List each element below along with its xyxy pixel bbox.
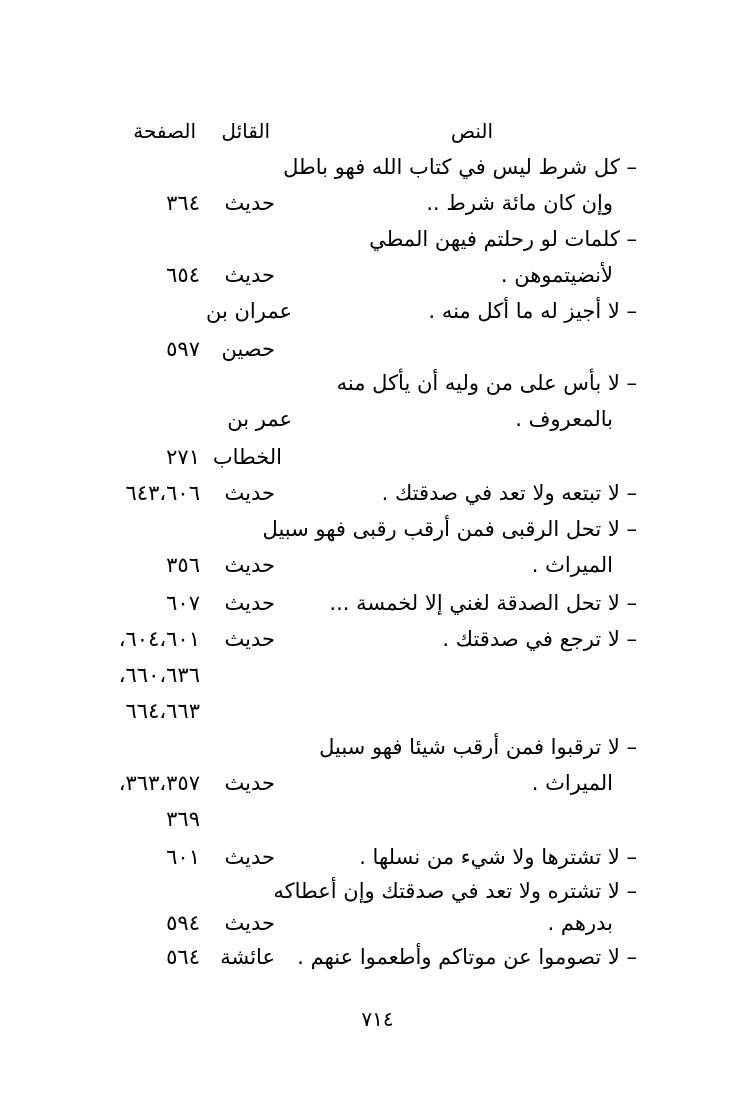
header-speaker: القائل xyxy=(221,119,270,143)
entry-text: – لا تبتعه ولا تعد في صدقتك . xyxy=(381,481,637,505)
entry-text: – لا تشتره ولا تعد في صدقتك وإن أعطاكه xyxy=(273,879,637,903)
entry-page: ٣٦٩ xyxy=(166,807,200,831)
entry-text: وإن كان مائة شرط .. xyxy=(426,191,613,215)
entry-speaker: حديث xyxy=(224,263,275,287)
entry-page: ٥٦٤ xyxy=(166,945,200,969)
entry-speaker: حديث xyxy=(224,627,275,651)
entry-page: ٦٤٣،٦٠٦ xyxy=(125,481,200,505)
entry-speaker: حديث xyxy=(224,553,275,577)
entry-speaker: عمر بن xyxy=(227,407,292,431)
entry-text: – لا أجيز له ما أكل منه . xyxy=(428,299,637,323)
entry-speaker: حديث xyxy=(224,911,275,935)
entry-text: – لا تحل الصدقة لغني إلا لخمسة ... xyxy=(329,591,637,615)
entry-text: – لا تحل الرقبى فمن أرقب رقبى فهو سبيل xyxy=(262,517,637,541)
entry-text: لأنضيتموهن . xyxy=(500,263,613,287)
page-number: ٧١٤ xyxy=(361,1007,394,1031)
header-text: النص xyxy=(450,119,493,143)
entry-text: بدرهم . xyxy=(547,911,613,935)
entry-page: ٦٦٠،٦٣٦، xyxy=(118,663,200,687)
entry-page: ٦٦٤،٦٦٣ xyxy=(125,699,200,723)
entry-text: – لا بأس على من وليه أن يأكل منه xyxy=(336,371,637,395)
entry-page: ٦٠٧ xyxy=(166,591,200,615)
entry-text: الميراث . xyxy=(531,553,613,577)
entry-speaker: حديث xyxy=(224,191,275,215)
entry-text: – لا ترقبوا فمن أرقب شيئا فهو سبيل xyxy=(319,735,637,759)
entry-speaker: حصين xyxy=(221,337,275,361)
entry-page: ٦٥٤ xyxy=(166,263,200,287)
entry-page: ٢٧١ xyxy=(166,445,200,469)
entry-speaker: حديث xyxy=(224,845,275,869)
entry-page: ٦٠١ xyxy=(166,845,200,869)
entry-speaker: عائشة xyxy=(220,945,275,969)
entry-text: – لا تشترها ولا شيء من نسلها . xyxy=(359,845,637,869)
entry-speaker: الخطاب xyxy=(212,445,282,469)
entry-speaker: حديث xyxy=(224,481,275,505)
entry-page: ٥٩٧ xyxy=(166,337,200,361)
entry-text: – لا ترجع في صدقتك . xyxy=(442,627,637,651)
entry-text: الميراث . xyxy=(531,771,613,795)
entry-page: ٥٩٤ xyxy=(166,911,200,935)
entry-text: بالمعروف . xyxy=(515,407,613,431)
header-page: الصفحة xyxy=(133,119,196,143)
entry-page: ٣٥٦ xyxy=(166,553,200,577)
entry-speaker: حديث xyxy=(224,591,275,615)
entry-speaker: عمران بن xyxy=(205,299,292,323)
entry-text: – كلمات لو رحلتم فيهن المطي xyxy=(369,227,637,251)
entry-page: ٦٠٤،٦٠١، xyxy=(118,627,200,651)
entry-page: ٣٦٣،٣٥٧، xyxy=(118,771,200,795)
entry-page: ٣٦٤ xyxy=(166,191,200,215)
entry-speaker: حديث xyxy=(224,771,275,795)
entry-text: – لا تصوموا عن موتاكم وأطعموا عنهم . xyxy=(297,945,637,969)
entry-text: – كل شرط ليس في كتاب الله فهو باطل xyxy=(283,155,637,179)
